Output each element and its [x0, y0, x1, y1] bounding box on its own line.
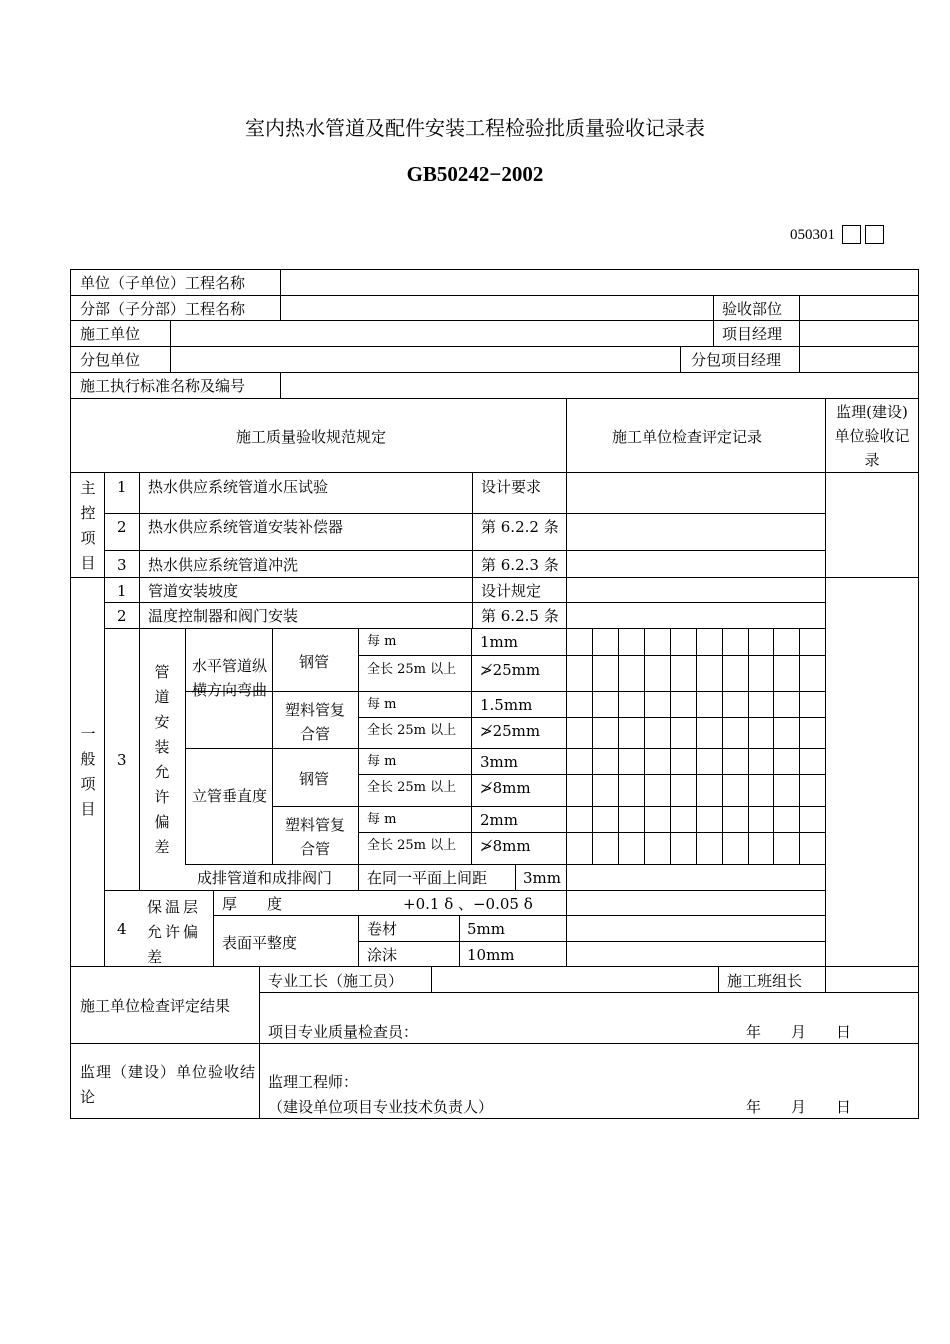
main-item-3-req: 第 6.2.3 条 [481, 556, 559, 574]
v-plastic-full-value: ≯8mm [480, 837, 531, 855]
general-item-3-no: 3 [117, 751, 127, 769]
vertical-plumb-label: 立管垂直度 [192, 787, 268, 805]
engineer-label: 监理工程师： [268, 1073, 359, 1091]
acceptance-part-label: 验收部位 [722, 300, 783, 318]
main-item-1-name: 热水供应系统管道水压试验 [148, 478, 329, 496]
h-steel-label: 钢管 [299, 653, 330, 671]
item-4-group-label: 保温层允许偏差 [147, 898, 202, 966]
row-pipes-condition: 在同一平面上间距 [367, 869, 488, 887]
h-plastic-per-m-label: 每 m [367, 697, 397, 712]
h-plastic-per-m-value: 1.5mm [480, 696, 533, 714]
sub-project-label: 分部（子分部）工程名称 [80, 300, 246, 318]
general-item-1-name: 管道安装坡度 [148, 582, 239, 600]
paint-label: 涂沫 [367, 946, 398, 964]
v-steel-full-value: ≯8mm [480, 779, 531, 797]
main-item-1-no: 1 [117, 478, 127, 496]
standard-label: 施工执行标准名称及编号 [80, 377, 246, 395]
thickness-value: +0.1 δ 、−0.05 δ [403, 895, 533, 913]
v-steel-per-m-label: 每 m [367, 754, 397, 769]
main-item-2-name: 热水供应系统管道安装补偿器 [148, 518, 344, 536]
project-manager-label: 项目经理 [722, 325, 783, 343]
main-control-label: 主控项目 [80, 479, 96, 572]
page-title: 室内热水管道及配件安装工程检验批质量验收记录表 [245, 116, 705, 140]
horizontal-bend-label: 水平管道纵横方向弯曲 [192, 657, 268, 699]
v-steel-full-label: 全长 25m 以上 [367, 780, 457, 795]
general-item-2-no: 2 [117, 607, 127, 625]
conclusion-date: 年 月 日 [746, 1098, 852, 1116]
row-pipes-value: 3mm [523, 869, 561, 887]
general-item-4-no: 4 [117, 920, 127, 938]
v-plastic-per-m-label: 每 m [367, 812, 397, 827]
general-item-1-no: 1 [117, 582, 127, 600]
h-plastic-label: 塑料管复合管 [284, 701, 345, 743]
standard-code: GB50242−2002 [406, 162, 544, 186]
h-steel-per-m-label: 每 m [367, 634, 397, 649]
item-3-group-label: 管道安装允许偏差 [154, 663, 170, 856]
subcontractor-label: 分包单位 [80, 351, 141, 369]
general-item-2-name: 温度控制器和阀门安装 [148, 607, 299, 625]
general-item-1-req: 设计规定 [481, 582, 542, 600]
construction-unit-label: 施工单位 [80, 325, 141, 343]
roll-label: 卷材 [367, 920, 398, 938]
owner-rep-label: （建设单位项目专业技术负责人） [268, 1098, 494, 1116]
v-plastic-full-label: 全长 25m 以上 [367, 838, 457, 853]
h-steel-full-value: ≯25mm [480, 661, 541, 679]
main-item-3-no: 3 [117, 556, 127, 574]
h-steel-full-label: 全长 25m 以上 [367, 662, 457, 677]
main-item-2-req: 第 6.2.2 条 [481, 518, 559, 536]
spec-column-header: 施工质量验收规范规定 [236, 428, 387, 446]
conclusion-label: 监理（建设）单位验收结论 [80, 1063, 257, 1106]
form-number: 050301 [790, 227, 835, 243]
roll-value: 5mm [467, 920, 505, 938]
general-label: 一般项目 [80, 725, 96, 818]
row-pipes-label: 成排管道和成排阀门 [197, 869, 333, 887]
sub-manager-label: 分包项目经理 [691, 351, 782, 369]
main-item-1-req: 设计要求 [481, 478, 542, 496]
main-item-3-name: 热水供应系统管道冲洗 [148, 556, 299, 574]
result-label: 施工单位检查评定结果 [80, 997, 231, 1015]
construction-record-header: 施工单位检查评定记录 [612, 428, 763, 446]
v-plastic-per-m-value: 2mm [480, 811, 518, 829]
h-plastic-full-value: ≯25mm [480, 722, 541, 740]
v-steel-per-m-value: 3mm [480, 753, 518, 771]
h-plastic-full-label: 全长 25m 以上 [367, 723, 457, 738]
v-steel-label: 钢管 [299, 770, 330, 788]
general-item-2-req: 第 6.2.5 条 [481, 607, 559, 625]
v-plastic-label: 塑料管复合管 [284, 816, 345, 858]
inspector-label: 项目专业质量检查员： [268, 1023, 419, 1041]
h-steel-per-m-value: 1mm [480, 633, 518, 651]
inspector-date: 年 月 日 [746, 1023, 852, 1041]
team-leader-label: 施工班组长 [727, 972, 803, 990]
foreman-label: 专业工长（施工员） [268, 972, 404, 990]
unit-project-label: 单位（子单位）工程名称 [80, 274, 246, 292]
supervision-record-header: 监理(建设)单位验收记录 [834, 403, 910, 469]
thickness-label: 厚 度 [222, 895, 283, 913]
main-item-2-no: 2 [117, 518, 127, 536]
flatness-label: 表面平整度 [222, 934, 298, 952]
paint-value: 10mm [467, 946, 515, 964]
